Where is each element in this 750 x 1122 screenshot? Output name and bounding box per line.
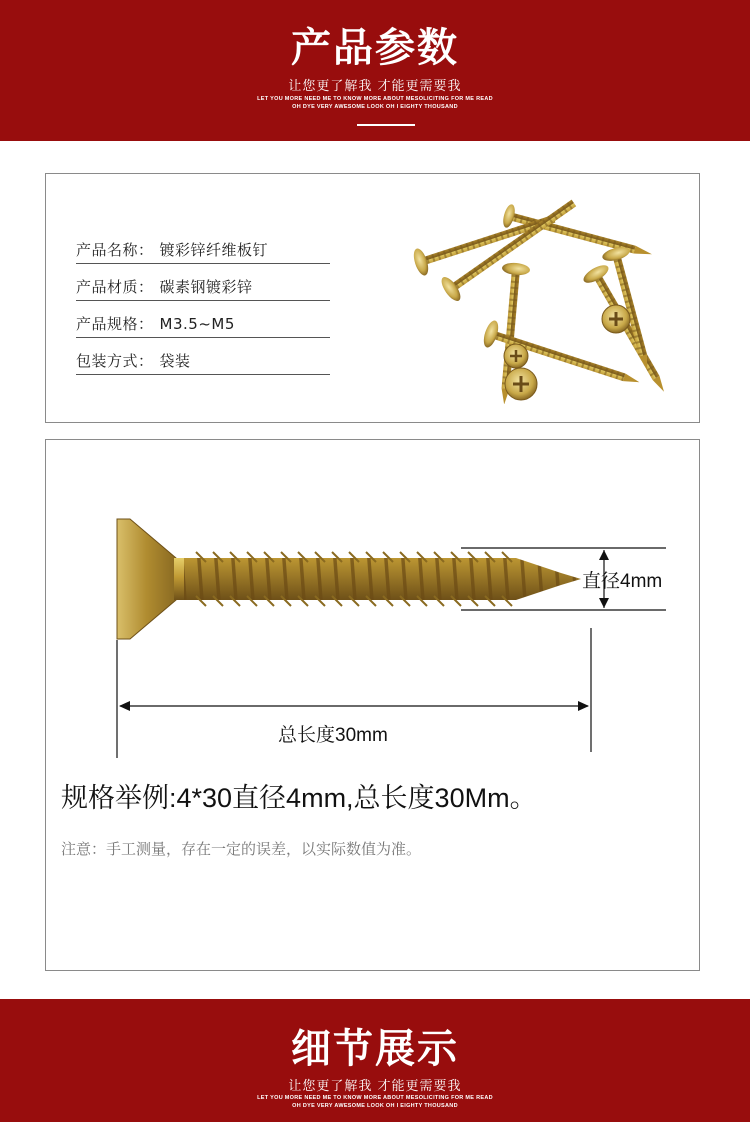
section-english-text: [0, 95, 750, 111]
screws-product-photo: [391, 194, 691, 404]
section-subtitle: 让您更了解我 才能更需要我: [288, 1079, 462, 1094]
param-value: 镀彩锌纤维板钉: [159, 241, 269, 259]
section-subtitle: 让您更了解我 才能更需要我: [288, 79, 462, 94]
spec-example-text: 规格举例:4*30直径4mm,总长度30Mm。: [61, 783, 537, 813]
screw-head: [117, 519, 176, 639]
param-label: 包装方式：: [76, 352, 154, 370]
screw-head-2: [602, 305, 630, 333]
param-row-spec: [76, 311, 330, 338]
product-params-panel: [45, 173, 700, 423]
screw-shank: [174, 558, 184, 600]
section-title: 产品参数: [291, 25, 459, 71]
section-english-text: [0, 1094, 750, 1110]
diameter-arrowhead-top: [599, 550, 609, 560]
param-row-name: [76, 237, 330, 264]
param-row-packaging: [76, 348, 330, 375]
param-value: 袋装: [159, 352, 191, 370]
spec-diagram-panel: [45, 439, 700, 971]
english-line-1: LET YOU MORE NEED ME TO KNOW MORE ABOUT MESOLICITING FOR ME READ: [257, 96, 493, 102]
english-line-1: LET YOU MORE NEED ME TO KNOW MORE ABOUT MESOLICITING FOR ME READ: [257, 1095, 493, 1101]
title-underline: [357, 124, 415, 126]
header-banner: [0, 0, 750, 141]
param-value: M3.5~M5: [159, 315, 235, 333]
screw-head-1: [505, 368, 537, 400]
param-label: 产品名称：: [76, 241, 154, 259]
param-label: 产品材质：: [76, 278, 154, 296]
param-value: 碳素钢镀彩锌: [159, 278, 253, 296]
length-arrowhead-right: [578, 701, 589, 711]
english-line-2: OH DYE VERY AWESOME LOOK OH I EIGHTY THOUSAND: [292, 1103, 458, 1109]
screw-head-3: [504, 344, 528, 368]
diameter-arrowhead-bottom: [599, 598, 609, 608]
english-line-2: OH DYE VERY AWESOME LOOK OH I EIGHTY THOUSAND: [292, 104, 458, 110]
param-row-material: [76, 274, 330, 301]
footer-banner: [0, 999, 750, 1122]
param-label: 产品规格：: [76, 315, 154, 333]
diameter-label: 直径4mm: [582, 571, 663, 592]
screw-thread: [184, 558, 581, 600]
length-label: 总长度30mm: [278, 725, 388, 746]
section-title: 细节展示: [291, 1026, 459, 1072]
length-arrowhead-left: [119, 701, 130, 711]
measurement-note: 注意：手工测量，存在一定的误差，以实际数值为准。: [61, 840, 422, 858]
